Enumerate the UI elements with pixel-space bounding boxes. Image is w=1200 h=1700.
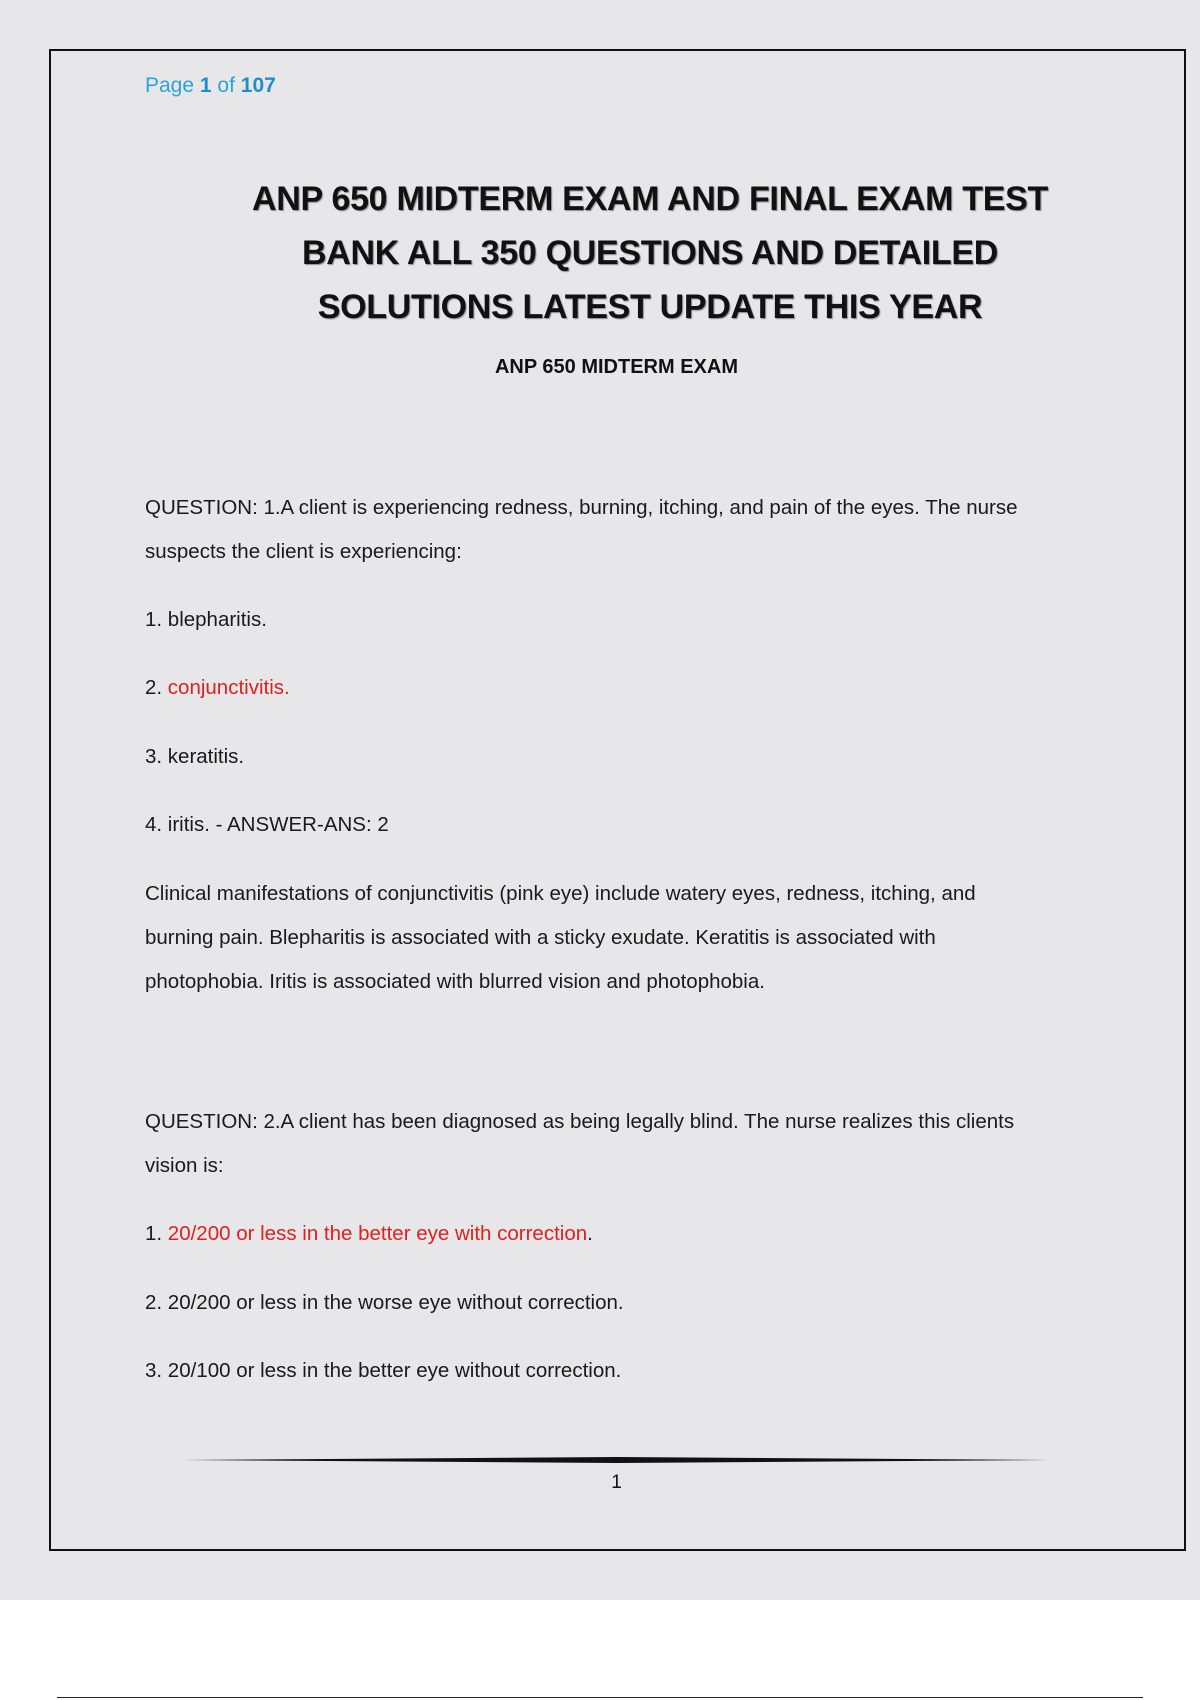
title-line: BANK ALL 350 QUESTIONS AND DETAILED — [301, 234, 998, 272]
rationale-line: Clinical manifestations of conjunctivitis (pink eye) include watery eyes, redness, itching, and — [145, 882, 976, 905]
page-indicator — [145, 74, 276, 98]
correct-answer-highlight: 20/200 or less in the better eye with correction — [167, 1222, 588, 1245]
page-indicator-current: 1 — [199, 74, 212, 97]
document-title — [200, 172, 1100, 334]
option-number: 2. — [145, 676, 168, 699]
rationale-line: burning pain. Blepharitis is associated with a sticky exudate. Keratitis is associated with — [145, 926, 936, 949]
question-stem-line: vision is: — [145, 1154, 224, 1177]
page-indicator-prefix: Page — [145, 74, 195, 97]
question-stem-line: QUESTION: 1.A client is experiencing redness, burning, itching, and pain of the eyes. The nurse — [145, 496, 1018, 519]
document-subtitle: ANP 650 MIDTERM EXAM — [494, 356, 738, 378]
question-2-option-1 — [145, 1212, 1090, 1256]
question-1-option-1: 1. blepharitis. — [145, 608, 267, 631]
question-1-option-2 — [145, 666, 1090, 710]
question-2-option-3: 3. 20/100 or less in the better eye without correction. — [145, 1359, 622, 1382]
question-1-stem — [145, 486, 1090, 574]
page-indicator-separator: of — [217, 74, 235, 97]
footer-page-number: 1 — [611, 1472, 622, 1493]
option-period: . — [587, 1222, 593, 1245]
footer-divider — [183, 1457, 1051, 1463]
question-1-rationale — [145, 872, 1090, 1004]
rationale-line: photophobia. Iritis is associated with blurred vision and photophobia. — [145, 970, 765, 993]
next-page-divider — [57, 1697, 1143, 1698]
title-line: ANP 650 MIDTERM EXAM AND FINAL EXAM TEST — [252, 180, 1048, 218]
question-stem-line: suspects the client is experiencing: — [145, 540, 462, 563]
question-stem-line: QUESTION: 2.A client has been diagnosed as being legally blind. The nurse realizes this clients — [145, 1110, 1015, 1133]
question-1-option-4-answer: 4. iritis. - ANSWER-ANS: 2 — [145, 813, 389, 836]
page-indicator-total: 107 — [240, 74, 276, 97]
option-number: 1. — [145, 1222, 168, 1245]
question-2-option-2: 2. 20/200 or less in the worse eye without correction. — [145, 1291, 624, 1314]
title-line: SOLUTIONS LATEST UPDATE THIS YEAR — [317, 288, 983, 326]
question-1-option-3: 3. keratitis. — [145, 745, 245, 768]
question-2-stem — [145, 1100, 1090, 1188]
correct-answer-highlight: conjunctivitis. — [167, 676, 290, 699]
